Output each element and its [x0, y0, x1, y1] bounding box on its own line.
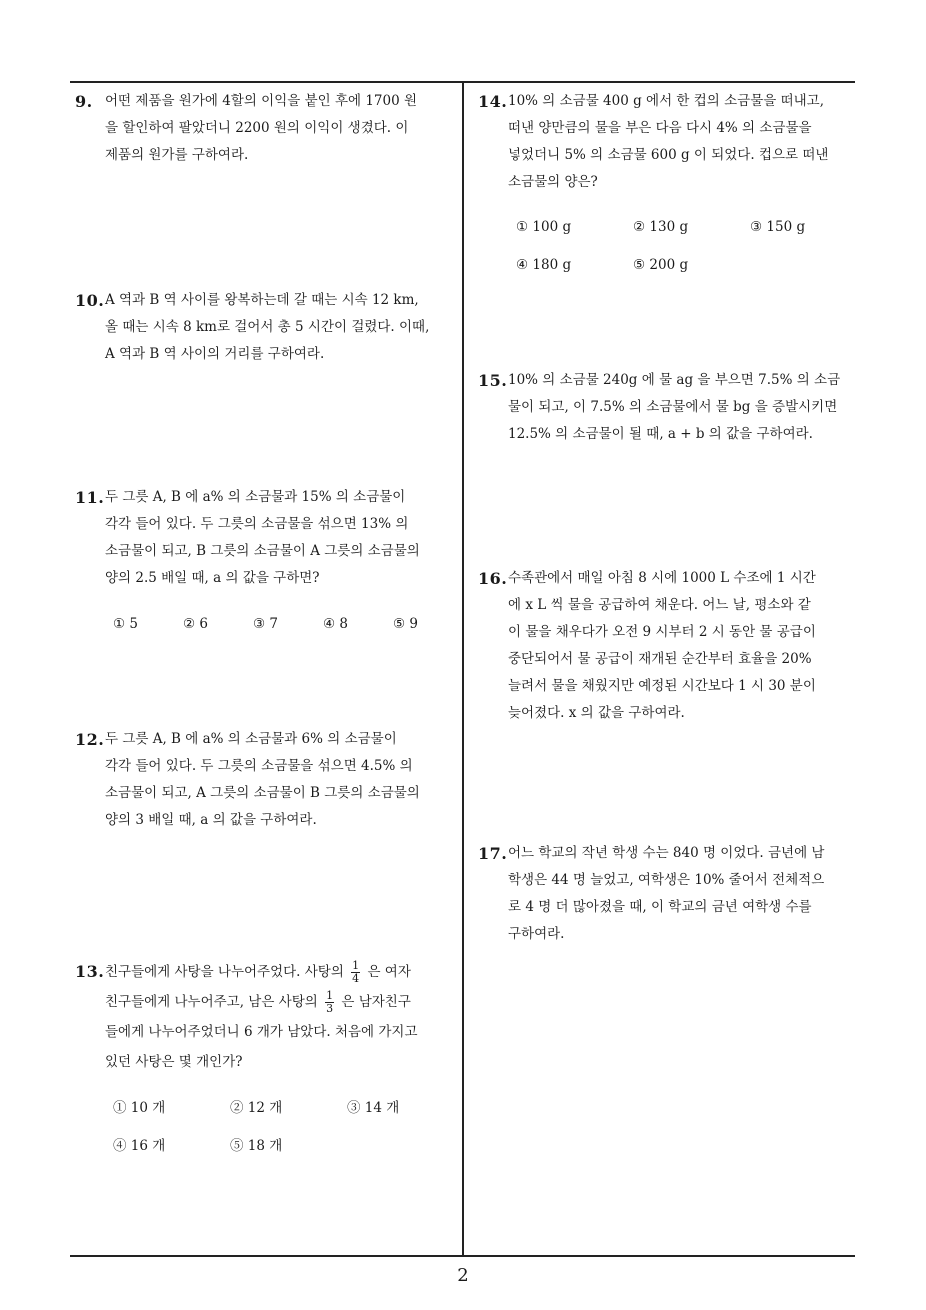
text-line: 각각 들어 있다. 두 그릇의 소금물을 섞으면 4.5% 의	[105, 758, 413, 774]
page-number: 2	[457, 1265, 469, 1286]
text-line: 넣었더니 5% 의 소금물 600 g 이 되었다. 컵으로 떠낸	[508, 147, 829, 163]
problem-16	[478, 565, 863, 727]
text-line: 제품의 원가를 구하여라.	[105, 147, 249, 163]
text-line: 중단되어서 물 공급이 재개된 순간부터 효율을 20%	[508, 651, 812, 667]
answer-choices	[113, 605, 460, 643]
problem-14	[478, 88, 863, 284]
problem-text	[508, 88, 863, 196]
text-line: 수족관에서 매일 아침 8 시에 1000 L 수조에 1 시간	[508, 570, 816, 586]
text-segment: 친구들에게 나누어주고, 남은 사탕의	[105, 994, 318, 1010]
choice-1[interactable]: ① 10 개	[113, 1100, 166, 1116]
text-line: 올 때는 시속 8 km로 걸어서 총 5 시간이 걸렸다. 이때,	[105, 319, 430, 335]
problem-15	[478, 367, 863, 448]
text-segment: 친구들에게 사탕을 나누어주었다. 사탕의	[105, 964, 344, 980]
text-line: 양의 2.5 배일 때, a 의 값을 구하면?	[105, 570, 320, 586]
fraction-denominator: 3	[326, 1002, 334, 1015]
fraction-numerator: 1	[326, 989, 334, 1002]
text-segment: 은 남자친구	[341, 994, 411, 1010]
text-line: 떠낸 양만큼의 물을 부은 다음 다시 4% 의 소금물을	[508, 120, 812, 136]
problem-text	[105, 726, 460, 834]
text-line: 어떤 제품을 원가에 4할의 이익을 붙인 후에 1700 원	[105, 93, 418, 109]
fraction-denominator: 4	[352, 972, 360, 985]
text-line: A 역과 B 역 사이의 거리를 구하여라.	[105, 346, 325, 362]
text-line: 소금물의 양은?	[508, 174, 598, 190]
text-line: 소금물이 되고, B 그릇의 소금물이 A 그릇의 소금물의	[105, 543, 420, 559]
problem-number: 10.	[75, 291, 105, 310]
text-line: 에 x L 씩 물을 공급하여 채운다. 어느 날, 평소와 같	[508, 597, 811, 613]
text-line: 을 할인하여 팔았더니 2200 원의 이익이 생겼다. 이	[105, 120, 409, 136]
problem-number: 13.	[75, 962, 105, 981]
text-line: 양의 3 배일 때, a 의 값을 구하여라.	[105, 812, 317, 828]
fraction-one-quarter	[351, 960, 360, 985]
problem-11	[75, 484, 460, 643]
text-line: 10% 의 소금물 400 g 에서 한 컵의 소금물을 떠내고,	[508, 93, 824, 109]
problem-number: 11.	[75, 488, 105, 507]
choice-3[interactable]: ③ 150 g	[750, 219, 806, 235]
choice-2[interactable]: ② 6	[183, 616, 208, 632]
choice-2[interactable]: ② 12 개	[230, 1100, 283, 1116]
choice-3[interactable]: ③ 14 개	[347, 1100, 400, 1116]
problem-13	[75, 957, 460, 1165]
problem-text	[105, 88, 460, 169]
text-line	[105, 987, 460, 1017]
text-line	[105, 957, 460, 987]
choice-4[interactable]: ④ 180 g	[516, 257, 572, 273]
text-line: 늦어졌다. x 의 값을 구하여라.	[508, 705, 685, 721]
text-line: 구하여라.	[508, 926, 565, 942]
text-line: 어느 학교의 작년 학생 수는 840 명 이었다. 금년에 남	[508, 845, 825, 861]
choice-2[interactable]: ② 130 g	[633, 219, 689, 235]
answer-choices	[113, 1089, 460, 1165]
choice-4[interactable]: ④ 8	[323, 616, 348, 632]
choice-5[interactable]: ⑤ 9	[393, 616, 418, 632]
fraction-numerator: 1	[352, 959, 360, 972]
text-line: 들에게 나누어주었더니 6 개가 남았다. 처음에 가지고	[105, 1024, 418, 1040]
problem-text	[105, 287, 460, 368]
problem-number: 9.	[75, 92, 93, 111]
text-line: 있던 사탕은 몇 개인가?	[105, 1054, 243, 1070]
choice-4[interactable]: ④ 16 개	[113, 1138, 166, 1154]
problem-number: 16.	[478, 569, 508, 588]
problem-12	[75, 726, 460, 834]
choice-5[interactable]: ⑤ 200 g	[633, 257, 689, 273]
problem-number: 12.	[75, 730, 105, 749]
text-line: 학생은 44 명 늘었고, 여학생은 10% 줄어서 전체적으	[508, 872, 825, 888]
problem-number: 15.	[478, 371, 508, 390]
choice-1[interactable]: ① 5	[113, 616, 138, 632]
bottom-rule	[70, 1255, 855, 1257]
text-line: 물이 되고, 이 7.5% 의 소금물에서 물 bg 을 증발시키면	[508, 399, 838, 415]
problem-number: 17.	[478, 844, 508, 863]
problem-text	[508, 367, 863, 448]
problem-17	[478, 840, 863, 948]
text-line: A 역과 B 역 사이를 왕복하는데 갈 때는 시속 12 km,	[105, 292, 419, 308]
text-line: 이 물을 채우다가 오전 9 시부터 2 시 동안 물 공급이	[508, 624, 816, 640]
text-line: 늘려서 물을 채웠지만 예정된 시간보다 1 시 30 분이	[508, 678, 816, 694]
problem-text	[508, 565, 863, 727]
choice-1[interactable]: ① 100 g	[516, 219, 572, 235]
text-line: 로 4 명 더 많아졌을 때, 이 학교의 금년 여학생 수를	[508, 899, 812, 915]
column-divider	[462, 81, 464, 1256]
choice-5[interactable]: ⑤ 18 개	[230, 1138, 283, 1154]
text-line: 소금물이 되고, A 그릇의 소금물이 B 그릇의 소금물의	[105, 785, 420, 801]
text-line: 두 그릇 A, B 에 a% 의 소금물과 6% 의 소금물이	[105, 731, 397, 747]
text-line: 두 그릇 A, B 에 a% 의 소금물과 15% 의 소금물이	[105, 489, 406, 505]
text-line: 12.5% 의 소금물이 될 때, a + b 의 값을 구하여라.	[508, 426, 813, 442]
text-segment: 은 여자	[367, 964, 411, 980]
choice-3[interactable]: ③ 7	[253, 616, 278, 632]
problem-text	[105, 957, 460, 1077]
fraction-one-third	[325, 990, 334, 1015]
problem-text	[105, 484, 460, 592]
answer-choices	[516, 208, 863, 284]
problem-text	[508, 840, 863, 948]
text-line: 각각 들어 있다. 두 그릇의 소금물을 섞으면 13% 의	[105, 516, 409, 532]
text-line: 10% 의 소금물 240g 에 물 ag 을 부으면 7.5% 의 소금	[508, 372, 841, 388]
problem-9	[75, 88, 460, 169]
problem-number: 14.	[478, 92, 508, 111]
problem-10	[75, 287, 460, 368]
